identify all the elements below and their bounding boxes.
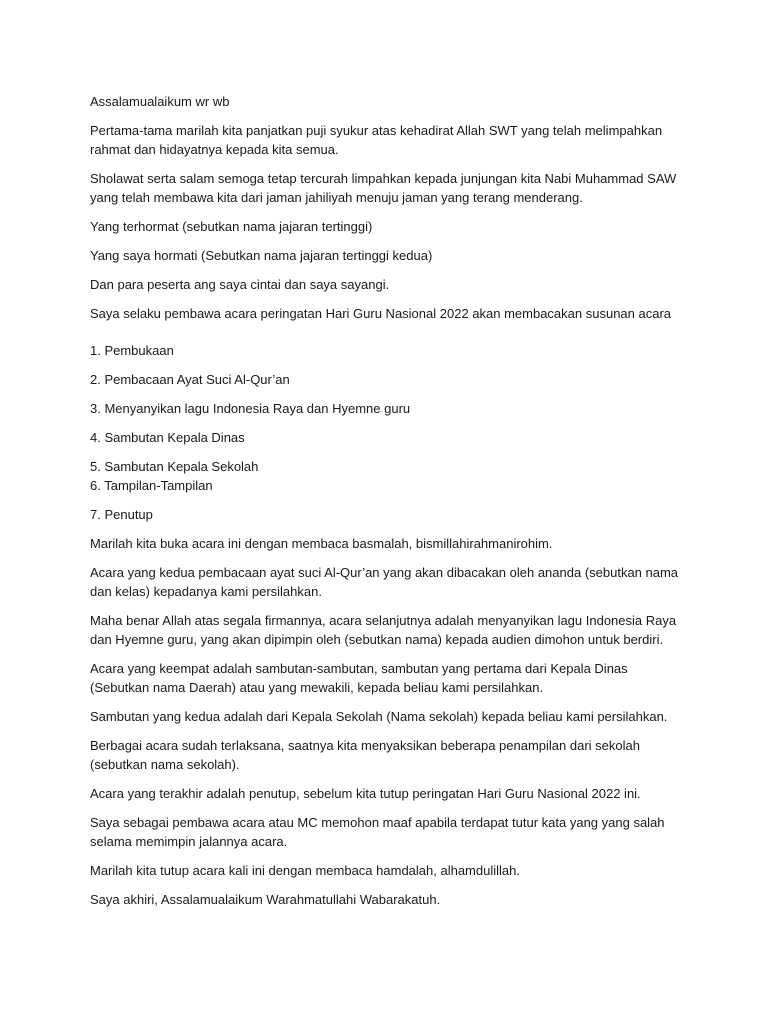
- body-paragraph-4: Acara yang keempat adalah sambutan-sambutan, sambutan yang pertama dari Kepala Dinas (Sebutkan nama Daerah) atau yang mewakili, kepada beliau kami persilahkan.: [90, 661, 628, 695]
- agenda-item-3: 3. Menyanyikan lagu Indonesia Raya dan Hyemne guru: [90, 401, 411, 416]
- body-paragraph-10: Saya akhiri, Assalamualaikum Warahmatullahi Wabarakatuh.: [90, 892, 441, 907]
- agenda-item-6: 6. Tampilan-Tampilan: [90, 478, 213, 493]
- body-paragraph-5: Sambutan yang kedua adalah dari Kepala Sekolah (Nama sekolah) kepada beliau kami persilahkan.: [90, 709, 668, 724]
- intro-paragraph: Saya selaku pembawa acara peringatan Hari Guru Nasional 2022 akan membacakan susunan acara: [90, 306, 672, 321]
- agenda-item-5: 5. Sambutan Kepala Sekolah: [90, 459, 259, 474]
- body-paragraph-1: Marilah kita buka acara ini dengan membaca basmalah, bismillahirahmanirohim.: [90, 536, 553, 551]
- body-paragraph-8: Saya sebagai pembawa acara atau MC memohon maaf apabila terdapat tutur kata yang yang salah selama memimpin jalannya acara.: [90, 815, 665, 849]
- document-body: [90, 92, 690, 919]
- agenda-item-4: 4. Sambutan Kepala Dinas: [90, 430, 245, 445]
- greeting-paragraph: Assalamualaikum wr wb: [90, 94, 230, 109]
- agenda-item-1: 1. Pembukaan: [90, 343, 174, 358]
- body-paragraph-7: Acara yang terakhir adalah penutup, sebelum kita tutup peringatan Hari Guru Nasional 2022 ini.: [90, 786, 641, 801]
- opening-paragraph-1: Pertama-tama marilah kita panjatkan puji syukur atas kehadirat Allah SWT yang telah melimpahkan rahmat dan hidayatnya kepada kita semua.: [90, 123, 663, 157]
- honor-paragraph-1: Yang terhormat (sebutkan nama jajaran tertinggi): [90, 219, 373, 234]
- body-paragraph-9: Marilah kita tutup acara kali ini dengan membaca hamdalah, alhamdulillah.: [90, 863, 520, 878]
- honor-paragraph-2: Yang saya hormati (Sebutkan nama jajaran tertinggi kedua): [90, 248, 433, 263]
- body-paragraph-2: Acara yang kedua pembacaan ayat suci Al-Qur’an yang akan dibacakan oleh ananda (sebutkan nama dan kelas) kepadanya kami persilahkan.: [90, 565, 679, 599]
- agenda-item-7: 7. Penutup: [90, 507, 153, 522]
- body-paragraph-3: Maha benar Allah atas segala firmannya, acara selanjutnya adalah menyanyikan lagu Indonesia Raya dan Hyemne guru, yang akan dipimpin oleh (sebutkan nama) kepada audien dimohon untuk berdiri.: [90, 613, 677, 647]
- opening-paragraph-2: Sholawat serta salam semoga tetap tercurah limpahkan kepada junjungan kita Nabi Muhammad SAW yang telah membawa kita dari jaman jahiliyah menuju jaman yang terang menderang.: [90, 171, 677, 205]
- honor-paragraph-3: Dan para peserta ang saya cintai dan saya sayangi.: [90, 277, 390, 292]
- agenda-item-2: 2. Pembacaan Ayat Suci Al-Qur’an: [90, 372, 290, 387]
- body-paragraph-6: Berbagai acara sudah terlaksana, saatnya kita menyaksikan beberapa penampilan dari sekolah (sebutkan nama sekolah).: [90, 738, 640, 772]
